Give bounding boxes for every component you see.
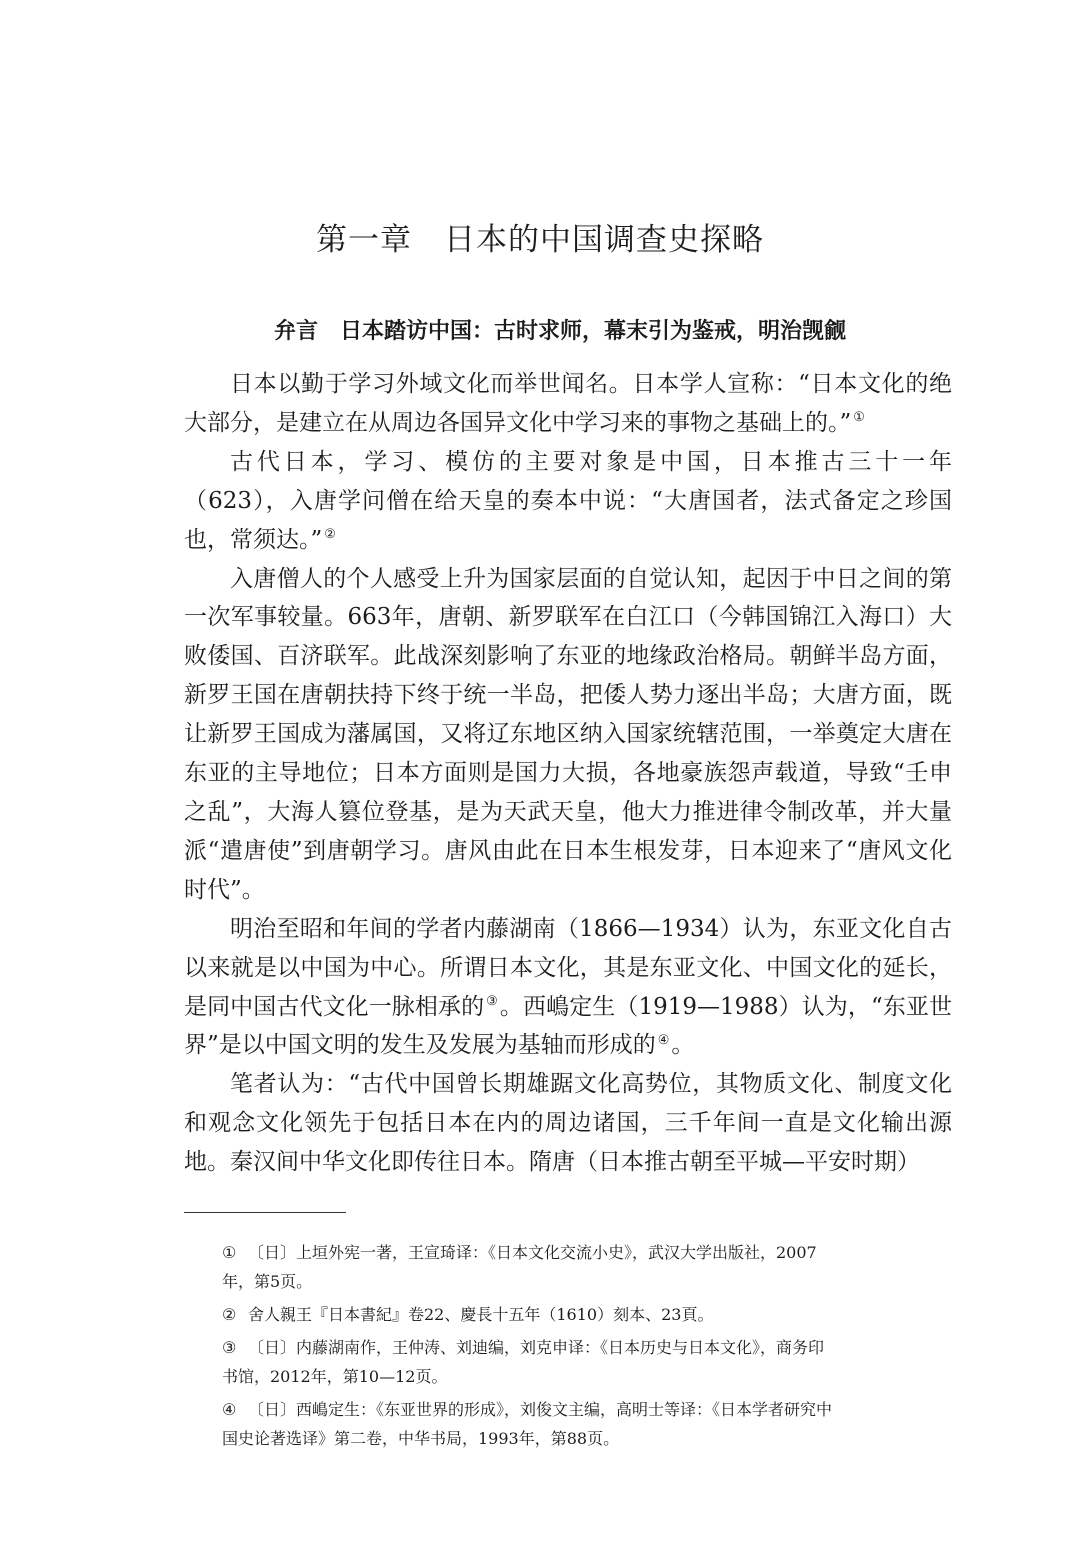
footnote-ref[interactable]: ② xyxy=(324,526,336,542)
footnote xyxy=(222,1333,938,1391)
paragraph-text: 。 xyxy=(671,1032,695,1059)
section-title: 弁言 日本踏访中国：古时求师，幕末引为鉴戒，明治觊觎 xyxy=(273,318,846,344)
paragraph xyxy=(184,560,952,910)
footnote-ref[interactable]: ① xyxy=(853,410,865,426)
paragraph-text: 古代日本，学习、模仿的主要对象是中国，日本推古三十一年（623），入唐学问僧在给天皇的奏本中说：“大唐国者，法式备定之珍国也，常须达。” xyxy=(184,448,952,553)
footnote-text: 〔日〕内藤湖南作，王仲涛、刘迪编，刘克申译：《日本历史与日本文化》，商务印 xyxy=(248,1338,825,1357)
body-text xyxy=(184,365,952,1182)
footnote-text: 舍人親王『日本書紀』卷22、慶長十五年（1610）刻本、23頁。 xyxy=(248,1305,714,1324)
chapter-title: 第一章 日本的中国调查史探略 xyxy=(316,222,764,258)
paragraph-text: 笔者认为：“古代中国曾长期雄踞文化高势位，其物质文化、制度文化和观念文化领先于包括日本在内的周边诸国，三千年间一直是文化输出源地。秦汉间中华文化即传往日本。隋唐（日本推古朝至平城—平安时期） xyxy=(184,1071,952,1176)
paragraph-text: 。西嶋定生（1919—1988）认为，“东亚世界”是以中国文明的发生及发展为基轴而形成的 xyxy=(184,993,953,1059)
footnote-text: 〔日〕上垣外宪一著，王宣琦译：《日本文化交流小史》，武汉大学出版社，2007 xyxy=(248,1243,817,1262)
footnotes xyxy=(222,1238,938,1457)
footnote-mark: ④ xyxy=(222,1400,237,1419)
footnote xyxy=(222,1300,938,1329)
paragraph xyxy=(184,443,952,560)
paragraph xyxy=(184,910,952,1066)
paragraph-text: 入唐僧人的个人感受上升为国家层面的自觉认知，起因于中日之间的第一次军事较量。663年，唐朝、新罗联军在白江口（今韩国锦江入海口）大败倭国、百济联军。此战深刻影响了东亚的地缘政治格局。朝鲜半岛方面，新罗王国在唐朝扶持下终于统一半岛，把倭人势力逐出半岛；大唐方面，既让新罗王国成为藩属国，又将辽东地区纳入国家统辖范围，一举奠定大唐在东亚的主导地位；日本方面则是国力大损，各地豪族怨声载道，导致“壬申之乱”，大海人篡位登基，是为天武天皇，他大力推进律令制改革，并大量派“遣唐使”到唐朝学习。唐风由此在日本生根发芽，日本迎来了“唐风文化时代”。 xyxy=(184,565,952,903)
paragraph xyxy=(184,365,952,443)
footnote xyxy=(222,1395,938,1453)
paragraph xyxy=(184,1065,952,1182)
footnote-text: 国史论著选译》第二卷，中华书局，1993年，第88页。 xyxy=(222,1429,620,1448)
footnote-separator xyxy=(184,1212,346,1213)
footnote-ref[interactable]: ③ xyxy=(486,993,498,1009)
footnote-text: 书馆，2012年，第10—12页。 xyxy=(222,1367,448,1386)
footnote-text: 年，第5页。 xyxy=(222,1272,313,1291)
footnote-mark: ③ xyxy=(222,1338,237,1357)
footnote-mark: ① xyxy=(222,1243,237,1262)
footnote-mark: ② xyxy=(222,1305,237,1324)
footnote-ref[interactable]: ④ xyxy=(657,1032,670,1048)
footnote-text: 〔日〕西嶋定生：《东亚世界的形成》，刘俊文主编，高明士等译：《日本学者研究中 xyxy=(248,1400,833,1419)
footnote xyxy=(222,1238,938,1296)
paragraph-text: 日本以勤于学习外域文化而举世闻名。日本学人宣称：“日本文化的绝大部分，是建立在从周边各国异文化中学习来的事物之基础上的。” xyxy=(184,371,952,436)
paragraph-text: 明治至昭和年间的学者内藤湖南（1866—1934）认为，东亚文化自古以来就是以中国为中心。所谓日本文化，其是东亚文化、中国文化的延长，是同中国古代文化一脉相承的 xyxy=(184,915,952,1020)
